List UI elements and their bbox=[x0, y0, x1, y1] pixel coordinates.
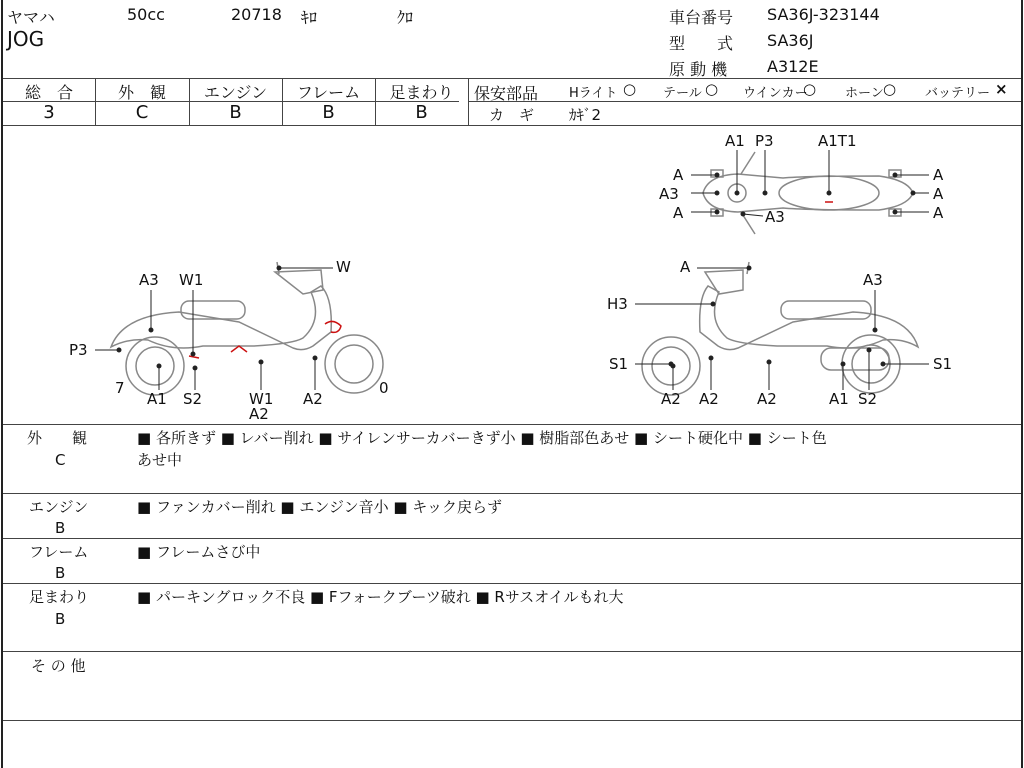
maker: ヤマハ bbox=[7, 8, 55, 27]
divider bbox=[3, 538, 1021, 539]
label-right-a2-2: A2 bbox=[699, 390, 719, 408]
frame-grade: B bbox=[322, 102, 335, 123]
label-top-a1: A1 bbox=[725, 132, 745, 150]
divider bbox=[3, 651, 1021, 652]
remarks-exterior-grade: C bbox=[55, 451, 66, 469]
divider bbox=[468, 101, 1021, 102]
divider bbox=[3, 720, 1021, 721]
remarks-exterior-label: 外 観 bbox=[27, 429, 88, 447]
frame-label: フレーム bbox=[296, 83, 361, 102]
safety-label: 保安部品 bbox=[474, 84, 539, 103]
label-top-a-rb: A bbox=[933, 204, 944, 222]
label-left-s2: S2 bbox=[183, 390, 203, 408]
label-right-s2: S2 bbox=[858, 390, 878, 408]
label-left-w: W bbox=[336, 258, 351, 276]
remarks-engine-label: エンジン bbox=[29, 498, 89, 516]
headlight-status: ○ bbox=[623, 80, 637, 98]
model-name: JOG bbox=[7, 27, 45, 51]
suspension-grade: B bbox=[415, 102, 428, 123]
divider bbox=[3, 424, 1021, 425]
headlight-label: Hライト bbox=[569, 86, 618, 101]
label-right-a2-3: A2 bbox=[757, 390, 777, 408]
engine-label: エンジン bbox=[203, 83, 268, 102]
horn-status: ○ bbox=[883, 80, 897, 98]
mileage: 20718 bbox=[231, 5, 282, 24]
engine-type-label: 原 動 機 bbox=[669, 60, 728, 79]
type-label: 型 式 bbox=[669, 34, 734, 53]
remarks-frame-grade: B bbox=[55, 564, 66, 582]
label-left-p3: P3 bbox=[69, 341, 88, 359]
label-left-0: 0 bbox=[379, 379, 389, 397]
label-right-a3: A3 bbox=[863, 271, 883, 289]
label-left-w1: W1 bbox=[179, 271, 204, 289]
remarks-engine-text: ■ ファンカバー削れ ■ エンジン音小 ■ キック戻らず bbox=[137, 498, 503, 516]
exterior-label: 外 観 bbox=[117, 83, 166, 102]
battery-status: × bbox=[995, 80, 1008, 98]
label-left-a3: A3 bbox=[139, 271, 159, 289]
divider bbox=[3, 583, 1021, 584]
label-right-s1-l: S1 bbox=[609, 355, 629, 373]
label-top-a-rt: A bbox=[933, 166, 944, 184]
label-left-a2-1: A2 bbox=[249, 405, 269, 423]
label-right-s1-r: S1 bbox=[933, 355, 953, 373]
remarks-frame-text: ■ フレームさび中 bbox=[137, 543, 261, 561]
battery-label: バッテリー bbox=[925, 86, 991, 101]
taillight-status: ○ bbox=[705, 80, 719, 98]
winker-label: ウインカー bbox=[743, 86, 808, 101]
remarks-suspension-grade: B bbox=[55, 610, 66, 628]
exterior-grade: C bbox=[135, 102, 149, 123]
remarks-frame-label: フレーム bbox=[29, 543, 89, 561]
frame-no-label: 車台番号 bbox=[669, 8, 734, 27]
mileage-unit: ｷﾛ bbox=[301, 8, 318, 27]
engine-type: A312E bbox=[767, 57, 819, 76]
label-right-a2-1: A2 bbox=[661, 390, 681, 408]
taillight-label: テール bbox=[663, 86, 702, 101]
label-right-a: A bbox=[680, 258, 691, 276]
label-top-a1t1: A1T1 bbox=[818, 132, 857, 150]
displacement: 50cc bbox=[127, 5, 165, 24]
damage-diagram bbox=[3, 126, 1023, 424]
label-left-7: 7 bbox=[115, 379, 125, 397]
overall-label: 総 合 bbox=[24, 83, 73, 102]
remarks-other-label: そ の 他 bbox=[31, 657, 86, 675]
label-right-a1: A1 bbox=[829, 390, 849, 408]
label-top-a3-l: A3 bbox=[659, 185, 679, 203]
label-top-a-lt: A bbox=[673, 166, 684, 184]
remarks-exterior-text-2: あせ中 bbox=[137, 451, 183, 469]
key-label: カ ギ bbox=[489, 106, 535, 124]
divider bbox=[468, 78, 469, 125]
remarks-suspension-text: ■ パーキングロック不良 ■ Fフォークブーツ破れ ■ Rサスオイルもれ大 bbox=[137, 588, 624, 606]
label-top-a-rm: A bbox=[933, 185, 944, 203]
remarks-engine-grade: B bbox=[55, 519, 66, 537]
color: ｸﾛ bbox=[397, 8, 414, 27]
label-left-a1: A1 bbox=[147, 390, 167, 408]
label-right-h3: H3 bbox=[607, 295, 628, 313]
divider bbox=[3, 493, 1021, 494]
frame-no: SA36J-323144 bbox=[767, 5, 880, 24]
type-value: SA36J bbox=[767, 31, 814, 50]
winker-status: ○ bbox=[803, 80, 817, 98]
label-top-a-lb: A bbox=[673, 204, 684, 222]
label-top-a3-b: A3 bbox=[765, 208, 785, 226]
overall-grade: 3 bbox=[43, 102, 55, 123]
inspection-sheet bbox=[1, 0, 1023, 768]
suspension-label: 足まわり bbox=[389, 83, 454, 102]
label-top-p3: P3 bbox=[755, 132, 774, 150]
horn-label: ホーン bbox=[845, 86, 884, 101]
remarks-exterior-text: ■ 各所きず ■ レバー削れ ■ サイレンサーカバーきず小 ■ 樹脂部色あせ ■ シート硬化中 ■ シート色 bbox=[137, 429, 827, 447]
engine-grade: B bbox=[229, 102, 242, 123]
remarks-suspension-label: 足まわり bbox=[29, 588, 90, 606]
label-left-a2: A2 bbox=[303, 390, 323, 408]
key-value: ｶｷﾞ2 bbox=[569, 106, 602, 124]
divider bbox=[3, 78, 1021, 79]
label-left-w1-2: W1 bbox=[249, 390, 274, 408]
